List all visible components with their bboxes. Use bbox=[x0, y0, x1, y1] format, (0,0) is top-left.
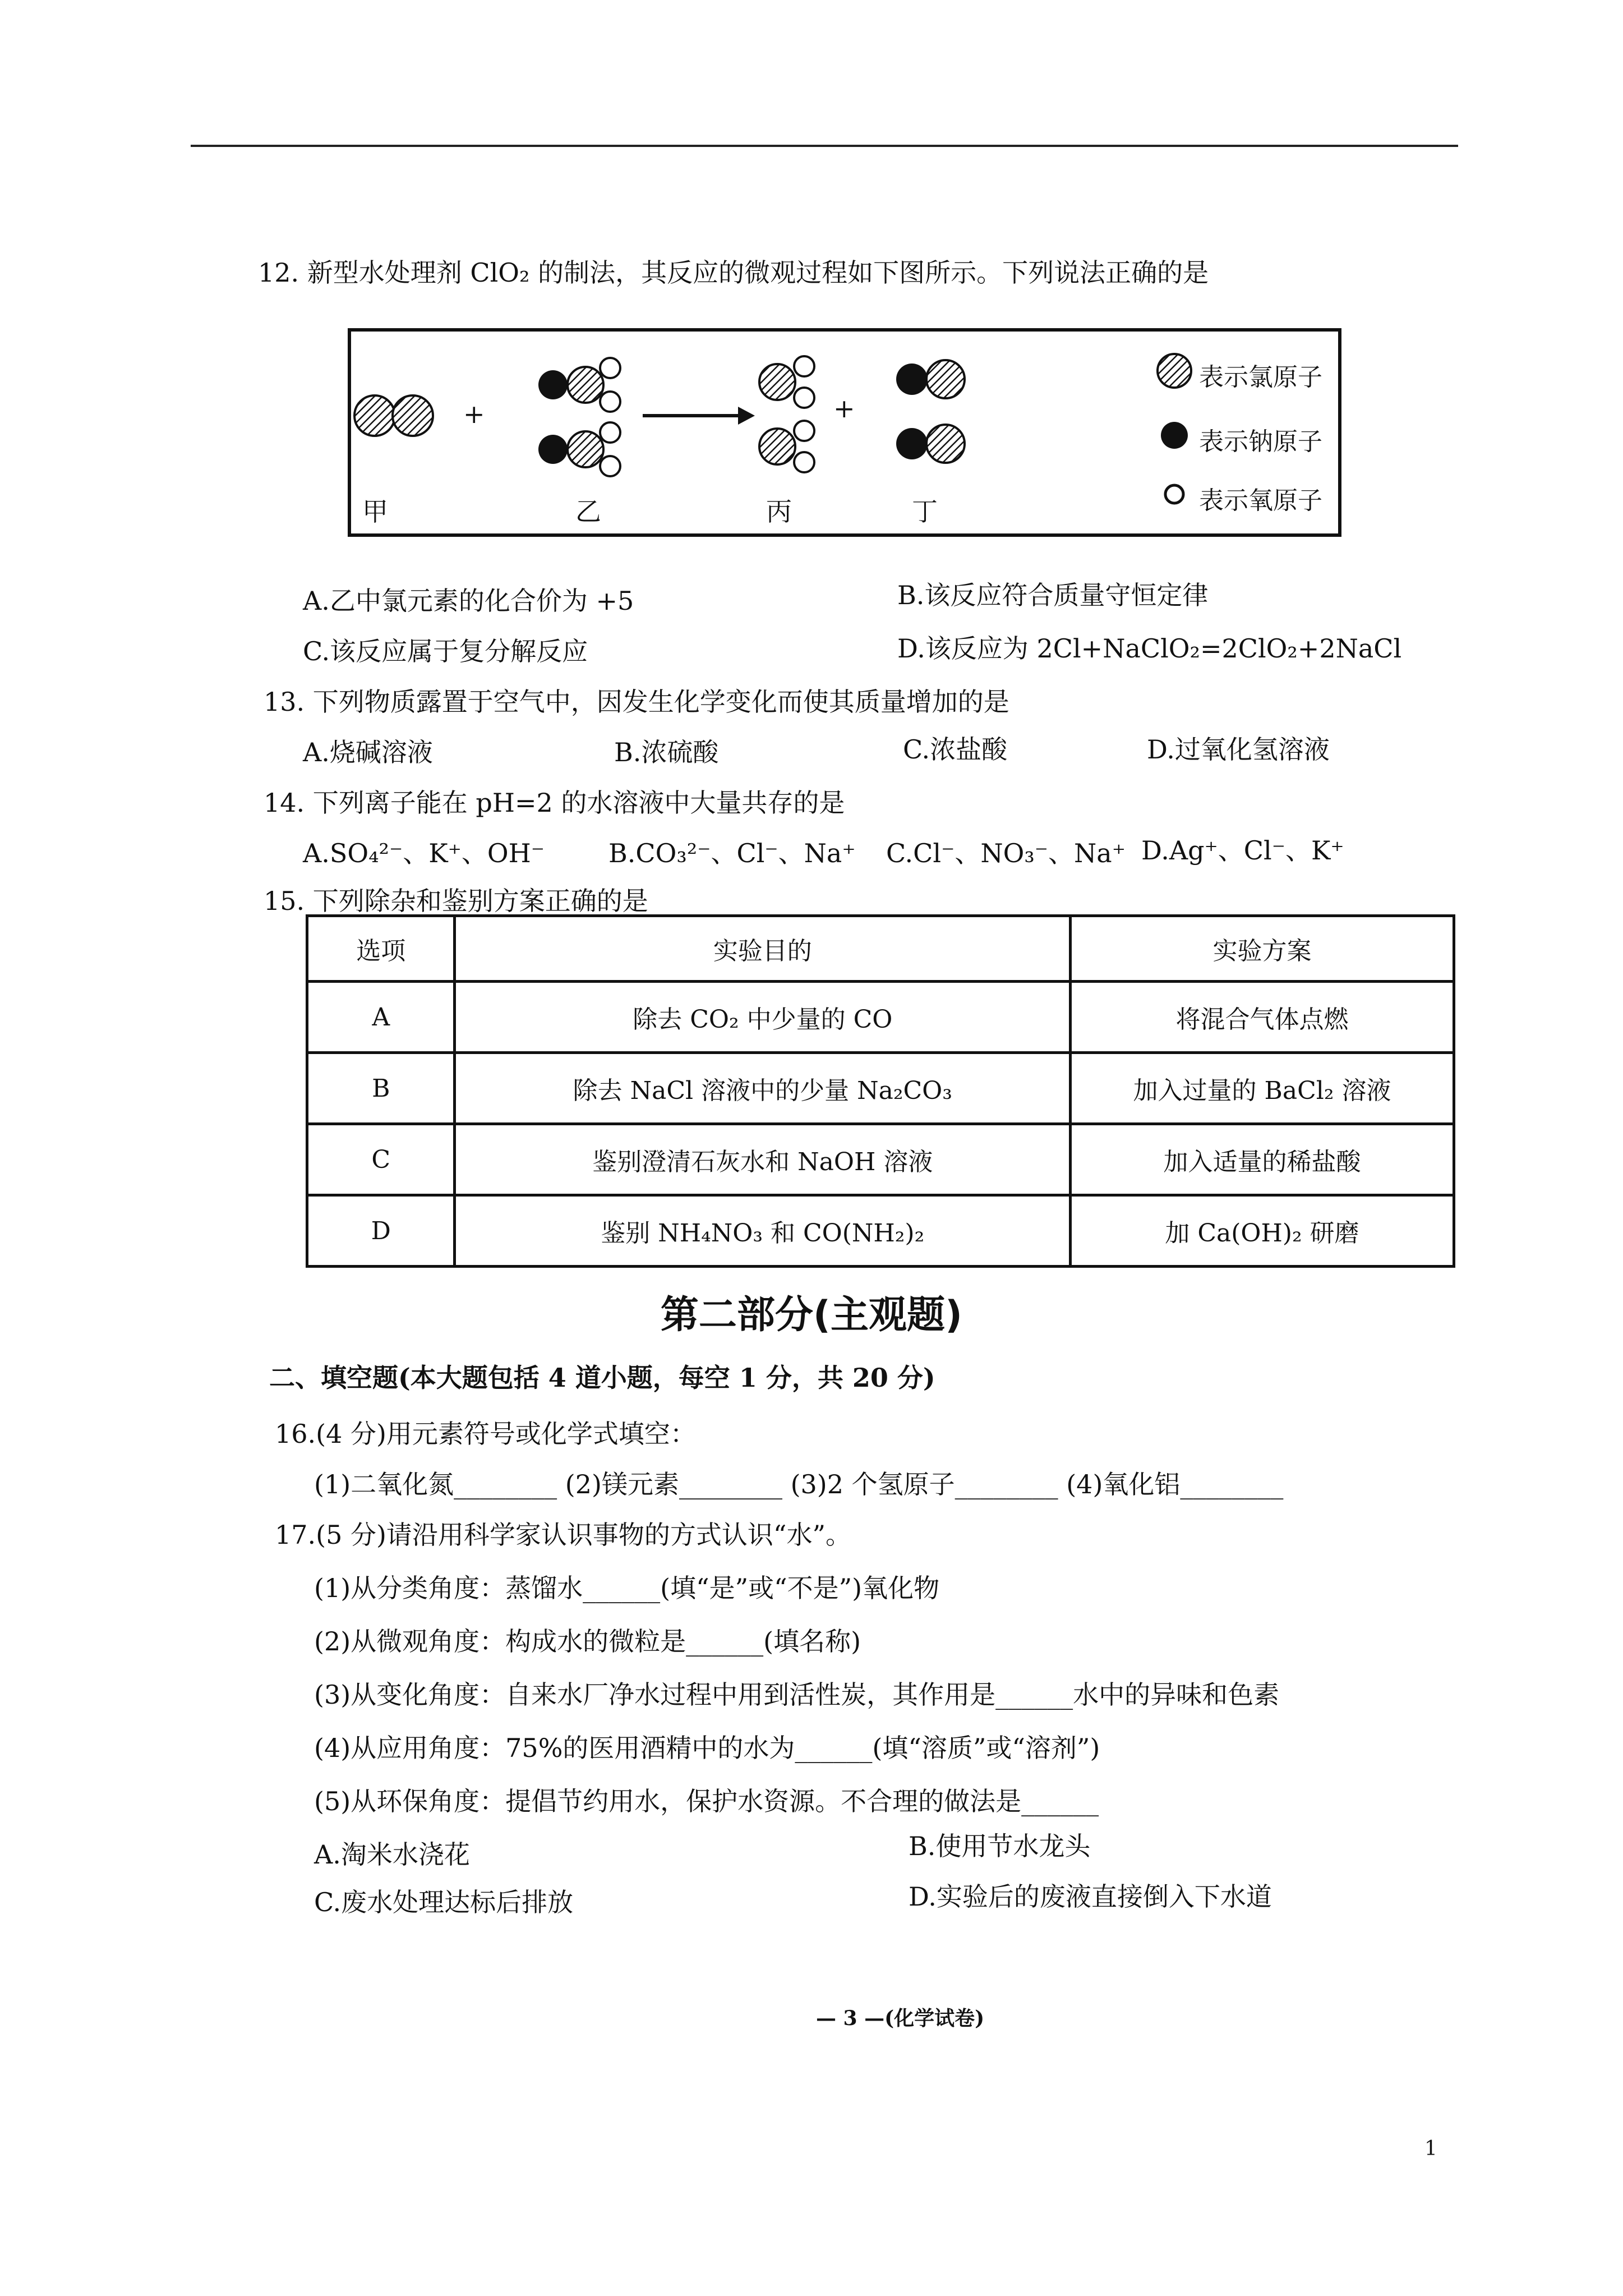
row-b-purpose: 除去 NaCl 溶液中的少量 Na₂CO₃ bbox=[455, 1053, 1071, 1124]
molecule-yi-2 bbox=[538, 422, 620, 476]
plus-sign-2: + bbox=[833, 393, 855, 424]
q13-stem: 13. 下列物质露置于空气中，因发生化学变化而使其质量增加的是 bbox=[264, 687, 1009, 717]
row-a-purpose: 除去 CO₂ 中少量的 CO bbox=[455, 982, 1071, 1053]
row-a-plan: 将混合气体点燃 bbox=[1071, 982, 1454, 1053]
reaction-diagram-svg bbox=[351, 332, 1338, 533]
row-a-option: A bbox=[307, 982, 455, 1053]
legend-chlorine-icon bbox=[1158, 354, 1191, 388]
table-row bbox=[307, 1124, 1454, 1195]
q13-option-b: B.浓硫酸 bbox=[614, 737, 719, 767]
q17-item-1: (1)从分类角度：蒸馏水______(填“是”或“不是”)氧化物 bbox=[314, 1573, 940, 1603]
q17-option-b: B.使用节水龙头 bbox=[909, 1831, 1091, 1861]
q12-option-c: C.该反应属于复分解反应 bbox=[303, 636, 588, 666]
row-d-option: D bbox=[307, 1195, 455, 1267]
q17-item-3: (3)从变化角度：自来水厂净水过程中用到活性炭，其作用是______水中的异味和色素 bbox=[314, 1680, 1280, 1710]
q15-stem: 15. 下列除杂和鉴别方案正确的是 bbox=[264, 886, 648, 916]
legend-oxygen-text: 表示氧原子 bbox=[1199, 486, 1322, 515]
q12-option-a: A.乙中氯元素的化合价为 +5 bbox=[303, 586, 634, 616]
q17-option-d: D.实验后的废液直接倒入下水道 bbox=[909, 1881, 1272, 1912]
label-yi: 乙 bbox=[575, 496, 601, 527]
legend-chlorine-text: 表示氯原子 bbox=[1199, 363, 1322, 392]
label-ding: 丁 bbox=[912, 496, 938, 527]
q15-table bbox=[306, 914, 1455, 1268]
row-d-plan: 加 Ca(OH)₂ 研磨 bbox=[1071, 1195, 1454, 1267]
q17-option-c: C.废水处理达标后排放 bbox=[314, 1887, 574, 1917]
page-number: 1 bbox=[1424, 2137, 1437, 2160]
label-jia: 甲 bbox=[362, 496, 388, 527]
page-footer: — 3 —(化学试卷) bbox=[816, 2007, 985, 2030]
row-c-plan: 加入适量的稀盐酸 bbox=[1071, 1124, 1454, 1195]
q17-item-5: (5)从环保角度：提倡节约用水，保护水资源。不合理的做法是______ bbox=[314, 1786, 1099, 1816]
section2-heading: 二、填空题(本大题包括 4 道小题，每空 1 分，共 20 分) bbox=[269, 1363, 935, 1393]
header-purpose: 实验目的 bbox=[455, 916, 1071, 982]
molecule-bing-2 bbox=[759, 421, 814, 472]
q14-stem: 14. 下列离子能在 pH=2 的水溶液中大量共存的是 bbox=[264, 788, 845, 818]
label-bing: 丙 bbox=[766, 496, 792, 527]
q14-option-c: C.Cl⁻、NO₃⁻、Na⁺ bbox=[886, 838, 1126, 868]
q17-stem: 17.(5 分)请沿用科学家认识事物的方式认识“水”。 bbox=[275, 1520, 851, 1550]
q17-item-2: (2)从微观角度：构成水的微粒是______(填名称) bbox=[314, 1626, 861, 1657]
top-rule bbox=[191, 145, 1458, 147]
q13-option-a: A.烧碱溶液 bbox=[303, 737, 433, 767]
q17-item-4: (4)从应用角度：75%的医用酒精中的水为______(填“溶质”或“溶剂”) bbox=[314, 1733, 1100, 1763]
legend-sodium-text: 表示钠原子 bbox=[1199, 427, 1322, 456]
table-row bbox=[307, 1053, 1454, 1124]
reaction-diagram bbox=[348, 328, 1341, 537]
row-c-option: C bbox=[307, 1124, 455, 1195]
header-plan: 实验方案 bbox=[1071, 916, 1454, 982]
header-option: 选项 bbox=[307, 916, 455, 982]
q14-option-b: B.CO₃²⁻、Cl⁻、Na⁺ bbox=[608, 838, 856, 868]
row-b-option: B bbox=[307, 1053, 455, 1124]
molecule-yi-1 bbox=[538, 358, 620, 412]
row-b-plan: 加入过量的 BaCl₂ 溶液 bbox=[1071, 1053, 1454, 1124]
legend-oxygen-icon bbox=[1165, 485, 1183, 503]
q16-line: (1)二氧化氮________ (2)镁元素________ (3)2 个氢原子________ (4)氧化铝________ bbox=[314, 1469, 1284, 1499]
molecule-bing-1 bbox=[759, 356, 814, 408]
row-d-purpose: 鉴别 NH₄NO₃ 和 CO(NH₂)₂ bbox=[455, 1195, 1071, 1267]
reaction-arrow bbox=[643, 407, 755, 425]
row-c-purpose: 鉴别澄清石灰水和 NaOH 溶液 bbox=[455, 1124, 1071, 1195]
molecule-ding-1 bbox=[896, 360, 965, 398]
q13-option-d: D.过氧化氢溶液 bbox=[1147, 734, 1330, 765]
q13-option-c: C.浓盐酸 bbox=[903, 734, 1008, 765]
molecule-jia bbox=[354, 395, 433, 436]
table-row bbox=[307, 1195, 1454, 1267]
q14-option-a: A.SO₄²⁻、K⁺、OH⁻ bbox=[303, 838, 545, 868]
q12-option-d: D.该反应为 2Cl+NaClO₂=2ClO₂+2NaCl bbox=[897, 633, 1402, 664]
legend-sodium-icon bbox=[1161, 422, 1188, 449]
q16-stem: 16.(4 分)用元素符号或化学式填空： bbox=[275, 1419, 696, 1449]
plus-sign-1: + bbox=[463, 399, 485, 429]
part2-title: 第二部分(主观题) bbox=[660, 1293, 963, 1337]
table-row bbox=[307, 982, 1454, 1053]
q12-stem: 12. 新型水处理剂 ClO₂ 的制法，其反应的微观过程如下图所示。下列说法正确的是 bbox=[258, 257, 1209, 288]
q12-option-b: B.该反应符合质量守恒定律 bbox=[897, 580, 1209, 610]
molecule-ding-2 bbox=[896, 425, 965, 463]
q17-option-a: A.淘米水浇花 bbox=[314, 1839, 470, 1870]
q14-option-d: D.Ag⁺、Cl⁻、K⁺ bbox=[1141, 835, 1344, 866]
table-header-row bbox=[307, 916, 1454, 982]
